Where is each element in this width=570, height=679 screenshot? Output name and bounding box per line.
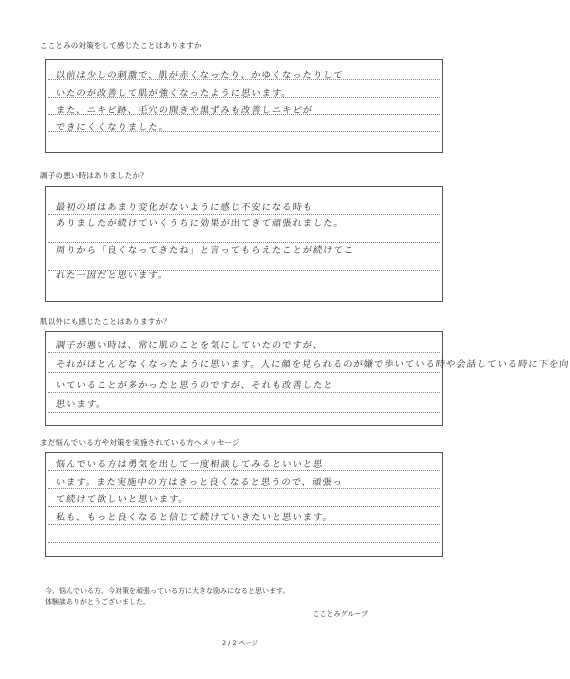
handwritten-line: いたのが改善して肌が強くなったように思います。 — [55, 88, 293, 99]
closing-thanks: 体験談ありがとうございました。 — [45, 598, 150, 606]
question-1: こことみの対策をして感じたことはありますか — [40, 41, 202, 50]
ruled-line — [48, 372, 440, 373]
handwritten-line: 思います。 — [55, 399, 108, 410]
handwritten-line: 以前は少しの刺激で、肌が赤くなったり、かゆくなったりして — [55, 70, 345, 81]
ruled-line — [48, 392, 440, 393]
handwritten-line: いていることが多かったと思うのですが、それも改善したと — [55, 380, 335, 391]
handwritten-line: 調子が悪い時は、常に肌のことを気にしていたのですが、 — [55, 340, 324, 351]
handwritten-line: 最初の頃はあまり変化がないように感じ不安になる時も — [55, 202, 314, 213]
ruled-line — [48, 470, 440, 471]
ruled-line — [48, 488, 440, 489]
ruled-line — [48, 524, 440, 525]
handwritten-line: また、ニキビ跡、毛穴の開きや黒ずみも改善しニキビが — [55, 105, 314, 116]
handwritten-line: います。また実施中の方はきっと良くなると思うので、頑張っ — [55, 477, 344, 488]
handwritten-line: 周りから「良くなってきたね」と言ってもらえたことが続けてこ — [55, 245, 355, 256]
handwritten-line: て続けて欲しいと思います。 — [55, 494, 190, 505]
handwritten-line: れた一因だと思います。 — [55, 270, 169, 281]
answer-box-3 — [45, 331, 570, 426]
ruled-line — [48, 412, 440, 413]
answer-box-4 — [45, 452, 443, 557]
handwritten-line: ありましたが続けていくうちに効果が出てきて頑張れました。 — [55, 218, 345, 229]
question-3: 肌以外にも感じたことはありますか？ — [40, 317, 171, 326]
handwritten-line: 私も、もっと良くなると信じて続けていきたいと思います。 — [55, 512, 334, 523]
page-number: 2 / 2 ページ — [221, 639, 259, 647]
signature: こことみグループ — [312, 610, 368, 618]
ruled-line — [48, 352, 440, 353]
question-2: 調子の悪い時はありましたか？ — [40, 171, 148, 180]
answer-box-1 — [45, 59, 443, 153]
handwritten-line: 悩んでいる方は勇気を出して一度相談してみるといいと思 — [55, 459, 324, 470]
ruled-line — [48, 506, 440, 507]
ruled-line — [48, 542, 440, 543]
question-4: まだ悩んでいる方や対策を実施されている方へメッセージ — [40, 438, 240, 447]
closing-message: 今、悩んでいる方、今対策を頑張っている方に大きな励みになると思います。 — [45, 587, 290, 595]
answer-box-2 — [45, 186, 443, 302]
handwritten-line: それがほとんどなくなったように思います。人に顔を見られるのが嫌で歩いている時や会話している時に下を向 — [55, 359, 570, 370]
handwritten-line: できにくくなりました。 — [55, 122, 170, 133]
